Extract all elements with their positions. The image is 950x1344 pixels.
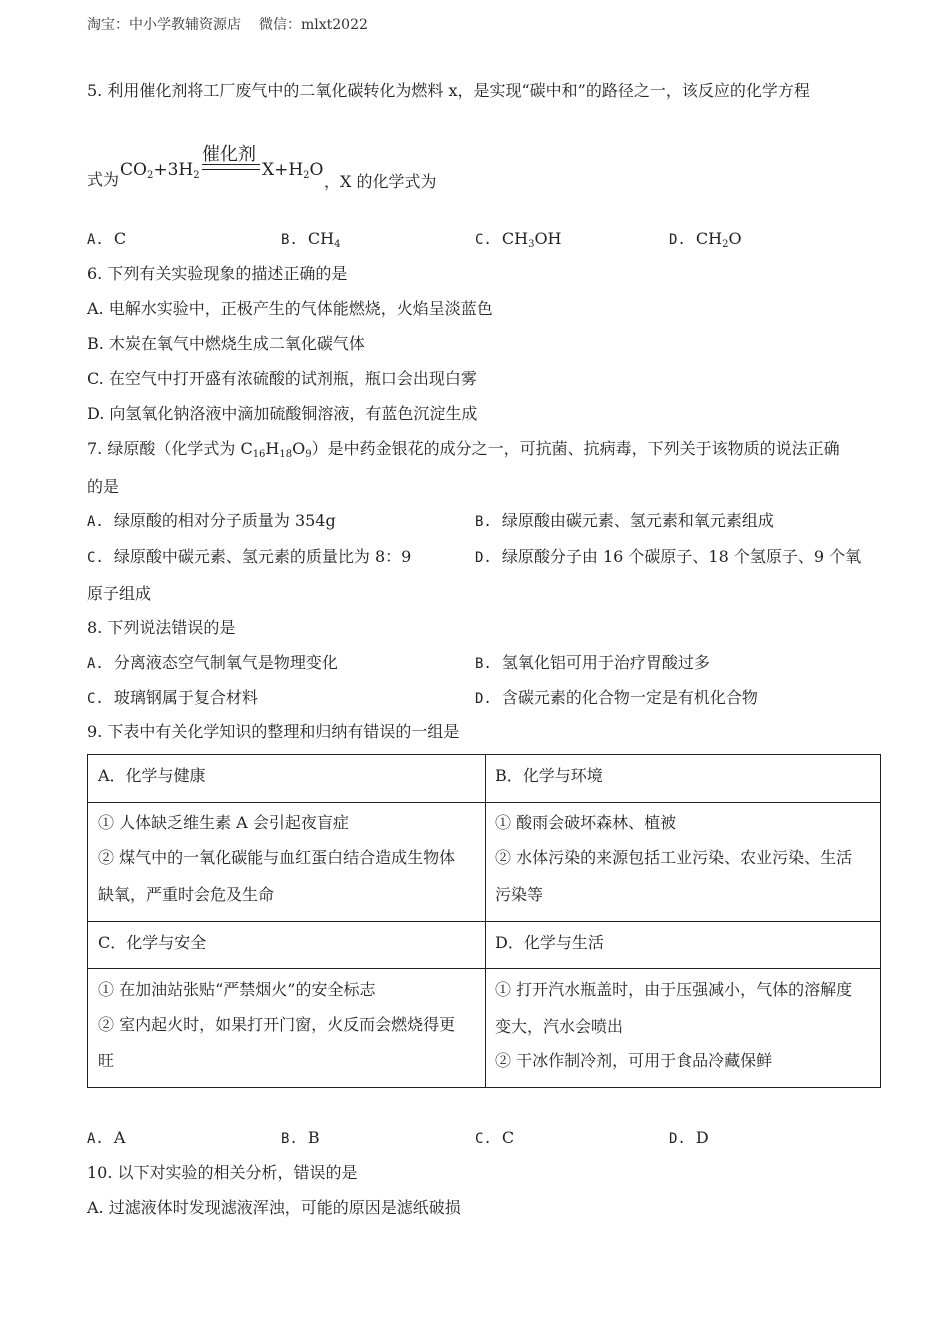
q6-option-c[interactable]: C. 在空气中打开盛有浓硫酸的试剂瓶，瓶口会出现白雾 — [87, 369, 477, 388]
q5-stem-line1: 5. 利用催化剂将工厂废气中的二氧化碳转化为燃料 x，是实现“碳中和”的路径之一，该反应的化学方程 — [87, 81, 810, 100]
q9-option-d[interactable]: D. D — [669, 1128, 709, 1147]
table-cell-a-head: A．化学与健康 — [98, 766, 206, 785]
q7-stem: 7. 绿原酸（化学式为 $C_{16}H_{18}O_9$）是中药金银花的成分之一，可抗菌、抗病毒，下列关于该物质的说法正确 — [87, 439, 840, 460]
q7-option-c[interactable]: C. 绿原酸中碳元素、氢元素的质量比为 8：9 — [87, 547, 412, 566]
q5-option-c[interactable]: C. $CH_3OH$ — [475, 229, 562, 250]
q8-stem: 8. 下列说法错误的是 — [87, 618, 236, 637]
q10-stem: 10. 以下对实验的相关分析，错误的是 — [87, 1163, 358, 1182]
q7-option-a[interactable]: A. 绿原酸的相对分子质量为 354g — [87, 511, 336, 530]
q9-stem: 9. 下表中有关化学知识的整理和归纳有错误的一组是 — [87, 722, 460, 741]
q6-stem: 6. 下列有关实验现象的描述正确的是 — [87, 264, 348, 283]
page-header — [87, 14, 368, 34]
q5-eq-products: $X+H_2O$ — [262, 160, 324, 181]
table-cell-c-body: ① 在加油站张贴“严禁烟火”的安全标志 ② 室内起火时，如果打开门窗，火反而会燃烧得更 旺 — [98, 980, 456, 1070]
q8-option-c[interactable]: C. 玻璃钢属于复合材料 — [87, 688, 258, 707]
q5-stem-prefix: 式为 — [87, 170, 120, 189]
q5-option-a[interactable]: A. C — [87, 229, 127, 248]
q5-eq-suffix: ，X 的化学式为 — [324, 172, 437, 191]
table-cell-c-head: C．化学与安全 — [98, 933, 207, 952]
q9-knowledge-table — [87, 754, 881, 1088]
q6-option-a[interactable]: A. 电解水实验中，正极产生的气体能燃烧，火焰呈淡蓝色 — [87, 299, 493, 318]
table-cell-b-body: ① 酸雨会破坏森林、植被 ② 水体污染的来源包括工业污染、农业污染、生活 污染等 — [495, 813, 853, 904]
q5-eq-arrow — [202, 164, 260, 170]
q5-option-b[interactable]: B. $CH_4$ — [281, 229, 341, 250]
q7-option-b[interactable]: B. 绿原酸由碳元素、氢元素和氧元素组成 — [475, 511, 774, 530]
q8-option-b[interactable]: B. 氢氧化铝可用于治疗胃酸过多 — [475, 653, 710, 672]
table-cell-b-head: B．化学与环境 — [495, 766, 603, 785]
q7-option-d-cont: 原子组成 — [87, 584, 152, 603]
table-cell-d-body: ① 打开汽水瓶盖时，由于压强减小，气体的溶解度 变大，汽水会喷出 ② 干冰作制冷剂，可用于食品冷藏保鲜 — [495, 980, 853, 1070]
q7-stem-line2: 的是 — [87, 477, 120, 496]
q5-eq-reactants: $CO_2+3H_2$ — [120, 160, 200, 181]
q10-option-a[interactable]: A. 过滤液体时发现滤液浑浊，可能的原因是滤纸破损 — [87, 1198, 461, 1217]
header-wechat: 微信：mlxt2022 — [259, 17, 368, 33]
q5-eq-catalyst: 催化剂 — [202, 144, 256, 165]
q6-option-b[interactable]: B. 木炭在氧气中燃烧生成二氧化碳气体 — [87, 334, 365, 353]
table-cell-d-head: D．化学与生活 — [495, 933, 604, 952]
header-shop: 淘宝：中小学教辅资源店 — [87, 17, 241, 33]
q9-option-a[interactable]: A. A — [87, 1128, 126, 1147]
q5-chemical-equation — [120, 144, 480, 191]
q8-option-d[interactable]: D. 含碳元素的化合物一定是有机化合物 — [475, 688, 758, 707]
q9-option-c[interactable]: C. C — [475, 1128, 515, 1147]
table-cell-a-body: ① 人体缺乏维生素 A 会引起夜盲症 ② 煤气中的一氧化碳能与血红蛋白结合造成生物体 缺氧，严重时会危及生命 — [98, 813, 456, 904]
q5-option-d[interactable]: D. $CH_2O$ — [669, 229, 742, 250]
q8-option-a[interactable]: A. 分离液态空气制氧气是物理变化 — [87, 653, 338, 672]
q6-option-d[interactable]: D. 向氢氧化钠洛液中滴加硫酸铜溶液，有蓝色沉淀生成 — [87, 404, 478, 423]
q9-option-b[interactable]: B. B — [281, 1128, 320, 1147]
q7-option-d[interactable]: D. 绿原酸分子由 16 个碳原子、18 个氢原子、9 个氧 — [475, 547, 862, 566]
